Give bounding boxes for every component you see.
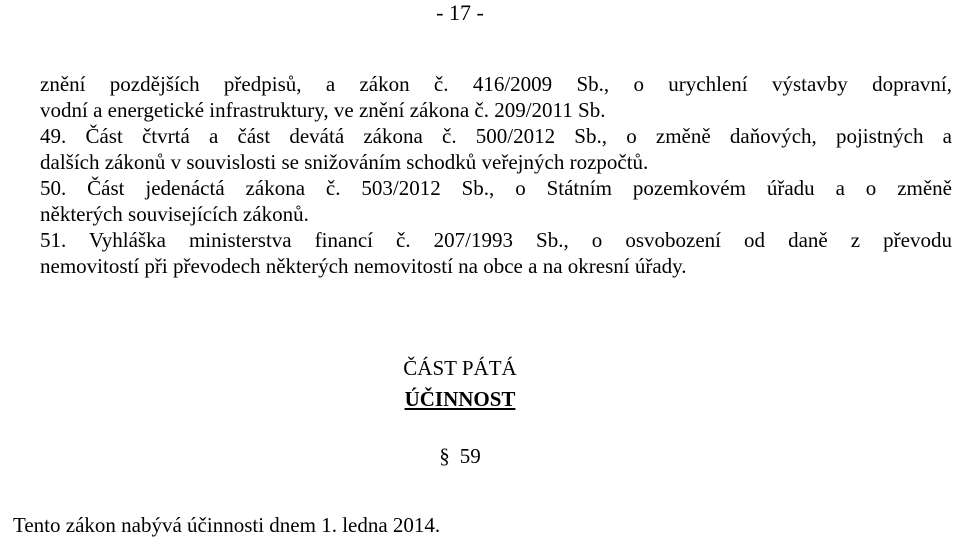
section-symbol: § <box>439 444 450 468</box>
text-body <box>40 71 952 279</box>
part-title: ČÁST PÁTÁ <box>403 356 517 380</box>
paragraph-48-line-2: vodní a energetické infrastruktury, ve znění zákona č. 209/2011 Sb. <box>40 98 606 122</box>
paragraph-50-line-2: některých souvisejících zákonů. <box>40 202 309 226</box>
part-heading: ÚČINNOST <box>404 387 516 411</box>
paragraph-49-line-1: 49. Část čtvrtá a část devátá zákona č. 500/2012 Sb., o změně daňových, pojistných a <box>40 124 952 148</box>
paragraph-51-line-1: 51. Vyhláška ministerstva financí č. 207/1993 Sb., o osvobození od daně z převodu <box>40 228 952 252</box>
section-number: 59 <box>459 444 481 468</box>
paragraph-49-line-2: dalších zákonů v souvislosti se snižováním schodků veřejných rozpočtů. <box>40 150 649 174</box>
effective-date-text: Tento zákon nabývá účinnosti dnem 1. ledna 2014. <box>13 513 441 537</box>
paragraph-50-line-1: 50. Část jedenáctá zákona č. 503/2012 Sb., o Státním pozemkovém úřadu a o změně <box>40 176 952 200</box>
section-heading <box>0 442 920 470</box>
paragraph-51-line-2: nemovitostí při převodech některých nemovitostí na obce a na okresní úřady. <box>40 254 687 278</box>
page-number: - 17 - <box>436 0 484 25</box>
paragraph-48-line-1: znění pozdějších předpisů, a zákon č. 416/2009 Sb., o urychlení výstavby dopravní, <box>40 72 952 96</box>
